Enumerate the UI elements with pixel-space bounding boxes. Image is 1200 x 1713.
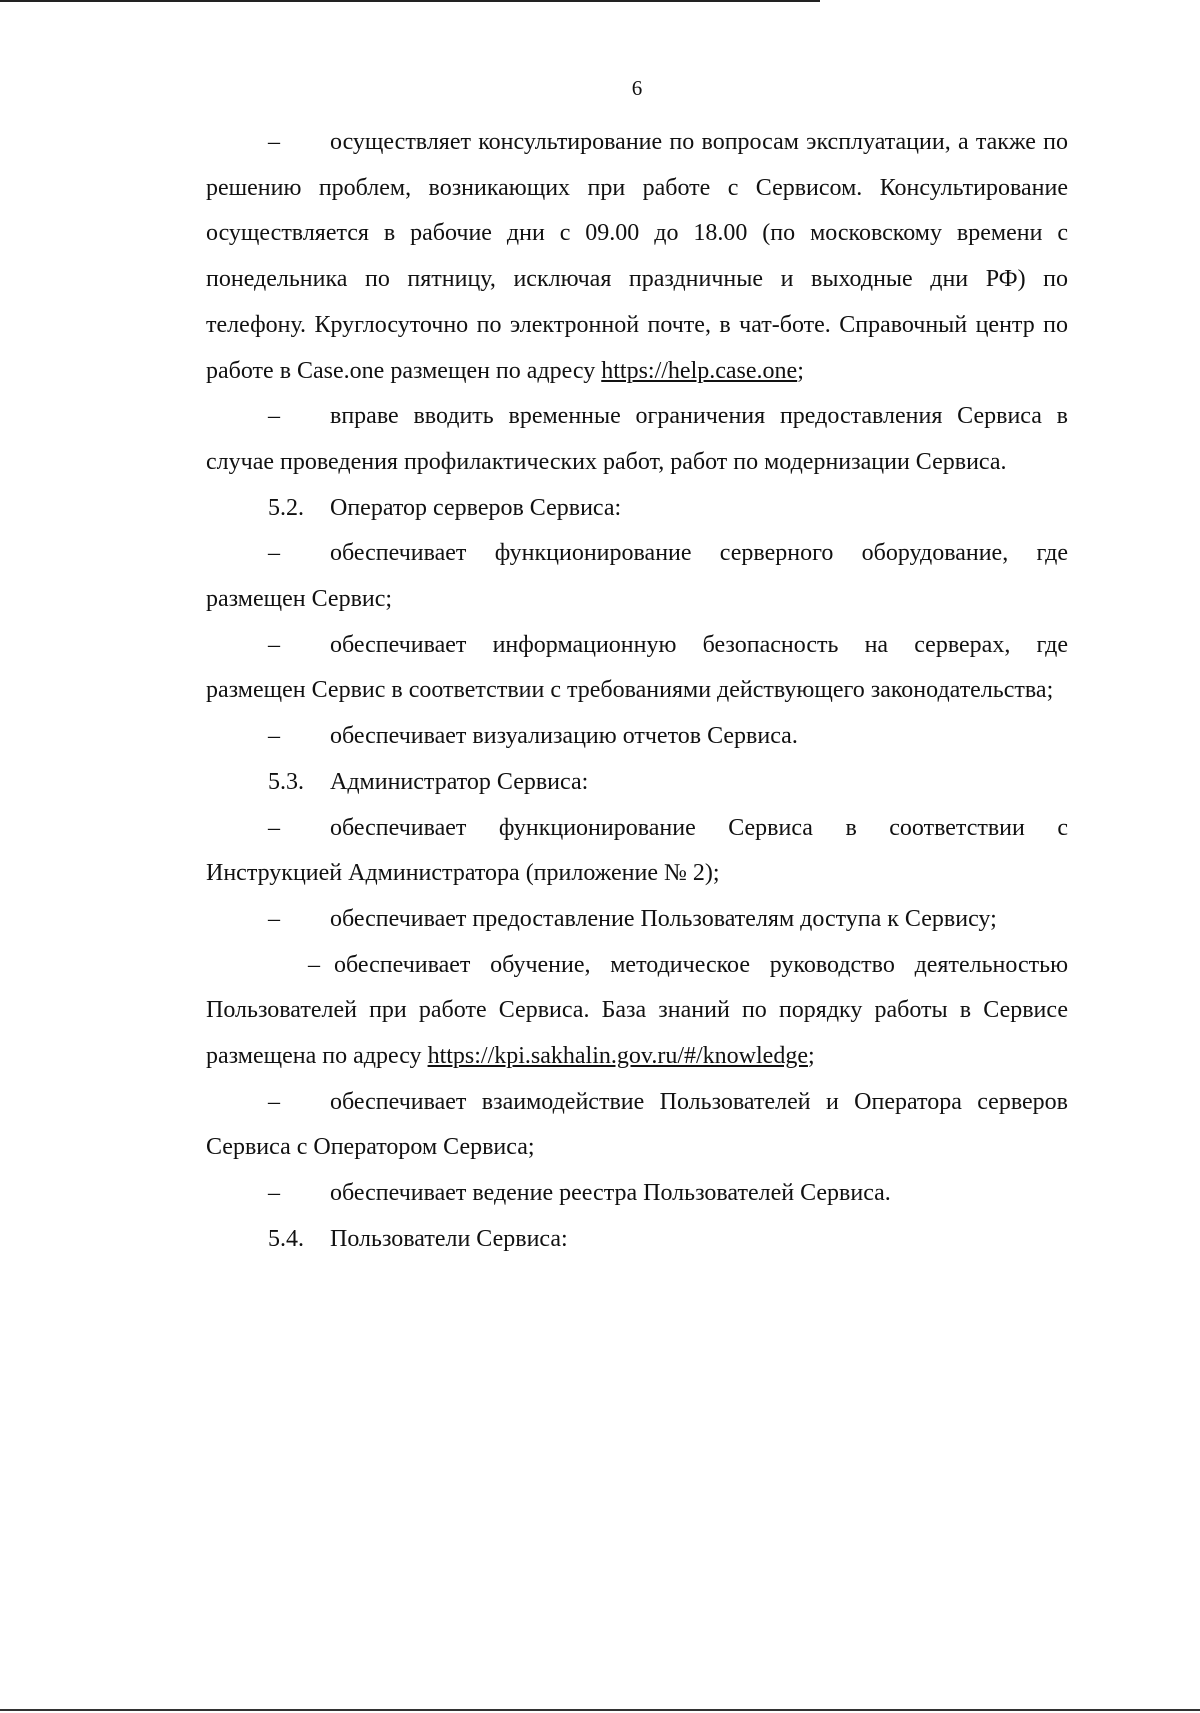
paragraph-bullet	[206, 943, 1068, 1080]
paragraph-text: обеспечивает функционирование Сервиса в соответствии с Инструкцией Администратора (приложение № 2);	[206, 814, 1068, 887]
paragraph-bullet	[206, 623, 1068, 714]
paragraph-tail: ;	[807, 1043, 815, 1070]
dash-marker: –	[268, 540, 280, 567]
knowledge-base-link[interactable]: https://kpi.sakhalin.gov.ru/#/knowledge	[427, 1043, 808, 1070]
help-center-link[interactable]: https://help.case.one	[601, 357, 798, 384]
paragraph-text: обеспечивает ведение реестра Пользователей Сервиса.	[330, 1180, 891, 1207]
paragraph-bullet	[206, 714, 1068, 760]
dash-marker: –	[268, 814, 280, 841]
dash-marker: –	[268, 1088, 280, 1115]
paragraph-bullet	[206, 120, 1068, 394]
section-title: Администратор Сервиса:	[330, 768, 589, 795]
paragraph-text: осуществляет консультирование по вопросам эксплуатации, а также по решению проблем, возникающих при работе с Сервисом. Консультирование осуществляется в рабочие дни с 09.00 до 18.00 (по московскому времени с понедельника по пятницу, исключая праздничные и выходные дни РФ) по телефону. Круглосуточно по электронной почте, в чат-боте. Справочный центр по работе в Case.one размещен по адресу	[206, 129, 1068, 384]
paragraph-bullet	[206, 394, 1068, 485]
dash-marker: –	[268, 905, 280, 932]
paragraph-text: обеспечивает обучение, методическое руководство деятельностью Пользователей при работе Сервиса. База знаний по порядку работы в Сервисе размещена по адресу	[206, 951, 1068, 1070]
section-heading	[206, 486, 1068, 532]
paragraph-bullet	[206, 806, 1068, 897]
paragraph-text: обеспечивает взаимодействие Пользователей и Оператора серверов Сервиса с Оператором Сервиса;	[206, 1088, 1068, 1161]
dash-marker: –	[268, 1180, 280, 1207]
dash-marker: –	[268, 129, 280, 155]
section-title: Оператор серверов Сервиса:	[330, 494, 622, 521]
paragraph-text: обеспечивает предоставление Пользователям доступа к Сервису;	[330, 905, 997, 932]
paragraph-bullet	[206, 531, 1068, 622]
page-number: 6	[631, 76, 643, 100]
paragraph-text: обеспечивает информационную безопасность на серверах, где размещен Сервис в соответствии с требованиями действующего законодательства;	[206, 631, 1068, 704]
paragraph-tail: ;	[797, 357, 804, 384]
paragraph-text: обеспечивает визуализацию отчетов Сервиса.	[330, 723, 798, 750]
paragraph-text: обеспечивает функционирование серверного оборудование, где размещен Сервис;	[206, 540, 1068, 613]
dash-marker: –	[268, 631, 280, 658]
dash-marker: –	[308, 951, 320, 978]
section-heading	[206, 1217, 1068, 1263]
paragraph-text: вправе вводить временные ограничения предоставления Сервиса в случае проведения профилактических работ, работ по модернизации Сервиса.	[206, 403, 1068, 475]
section-title: Пользователи Сервиса:	[330, 1225, 568, 1252]
scan-edge-bottom	[0, 1709, 1200, 1711]
scan-edge-top	[0, 0, 820, 2]
section-number: 5.3.	[268, 768, 304, 795]
paragraph-bullet	[206, 1171, 1068, 1217]
section-number: 5.2.	[268, 494, 304, 521]
section-number: 5.4.	[268, 1225, 304, 1252]
dash-marker: –	[268, 403, 280, 430]
paragraph-bullet	[206, 1080, 1068, 1171]
section-heading	[206, 760, 1068, 806]
dash-marker: –	[268, 723, 280, 750]
paragraph-bullet	[206, 897, 1068, 943]
document-body	[206, 120, 1068, 1263]
